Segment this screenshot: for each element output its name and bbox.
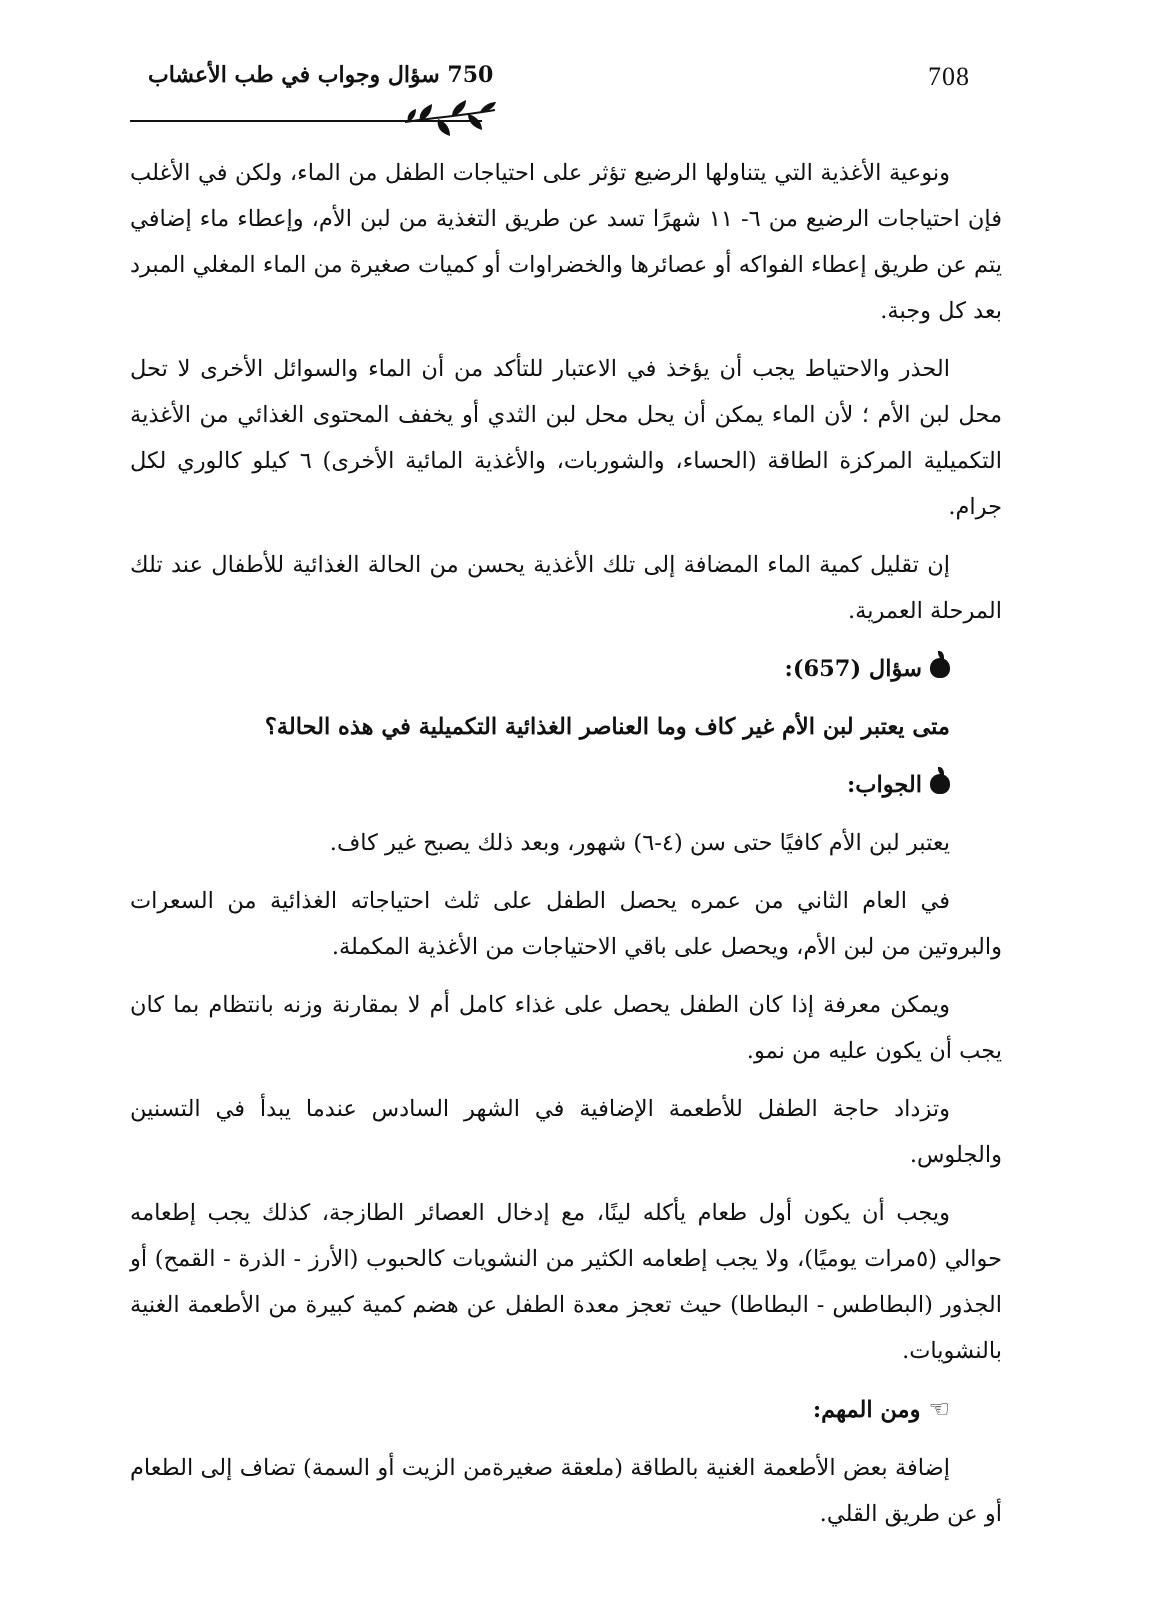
page-number: 708 (928, 62, 970, 91)
paragraph-5: في العام الثاني من عمره يحصل الطفل على ثلث احتياجاته الغذائية من السعرات والبروتين من لبن الأم، ويحصل على باقي الاحتياجات من الأغذية المكملة. (130, 888, 1002, 960)
paragraph-3: إن تقليل كمية الماء المضافة إلى تلك الأغذية يحسن من الحالة الغذائية للأطفال عند تلك المرحلة العمرية. (130, 552, 1002, 624)
question-label: سؤال (657): (784, 656, 922, 682)
important-heading (130, 1386, 1002, 1433)
answer-heading (130, 762, 1002, 808)
paragraph-4: يعتبر لبن الأم كافيًا حتى سن (٤-٦) شهور، وبعد ذلك يصبح غير كاف. (329, 830, 950, 856)
paragraph-2: الحذر والاحتياط يجب أن يؤخذ في الاعتبار للتأكد من أن الماء والسوائل الأخرى لا تحل محل لبن الأم ؛ لأن الماء يمكن أن يحل محل لبن الثدي أو يخفف المحتوى الغذائي من الأغذية التكميلية المركزة الطاقة (الحساء، والشوربات، والأغذية المائية الأخرى) ٦ كيلو كالوري لكل جرام. (130, 356, 1002, 520)
paragraph-6: ويمكن معرفة إذا كان الطفل يحصل على غذاء كامل أم لا بمقارنة وزنه بانتظام بما كان يجب أن يكون عليه من نمو. (130, 992, 1002, 1064)
paragraph-8: ويجب أن يكون أول طعام يأكله لينًا، مع إدخال العصائر الطازجة، كذلك يجب إطعامه حوالي (٥مرات يوميًا)، ولا يجب إطعامه الكثير من النشويات كالحبوب (الأرز - الذرة - القمح) أو الجذور (البطاطس - البطاطا) حيث تعجز معدة الطفل عن هضم كمية كبيرة من الأطعمة الغنية بالنشويات. (130, 1200, 1002, 1364)
paragraph-7: وتزداد حاجة الطفل للأطعمة الإضافية في الشهر السادس عندما يبدأ في التسنين والجلوس. (130, 1096, 1002, 1168)
question-text: متى يعتبر لبن الأم غير كاف وما العناصر الغذائية التكميلية في هذه الحالة؟ (264, 714, 950, 740)
page-header (128, 62, 988, 102)
apple-bullet-icon (930, 658, 950, 678)
page-body (130, 150, 1002, 1549)
paragraph-9: إضافة بعض الأطعمة الغنية بالطاقة (ملعقة صغيرةمن الزيت أو السمة) تضاف إلى الطعام أو عن طريق القلي. (130, 1455, 1002, 1527)
question-heading (130, 646, 1002, 692)
hand-pointer-icon: ☜ (928, 1395, 950, 1423)
book-title: 750 سؤال وجواب في طب الأعشاب (148, 62, 494, 88)
important-label: ومن المهم: (812, 1397, 921, 1423)
apple-bullet-icon (930, 774, 950, 794)
answer-label: الجواب: (847, 772, 922, 798)
leaf-branch-ornament-icon (400, 100, 500, 138)
paragraph-1: ونوعية الأغذية التي يتناولها الرضيع تؤثر على احتياجات الطفل من الماء، ولكن في الأغلب فإن احتياجات الرضيع من ٦- ١١ شهرًا تسد عن طريق التغذية من لبن الأم، وإعطاء ماء إضافي يتم عن طريق إعطاء الفواكه أو عصائرها والخضراوات أو كميات صغيرة من الماء المغلي المبرد بعد كل وجبة. (130, 160, 1002, 324)
